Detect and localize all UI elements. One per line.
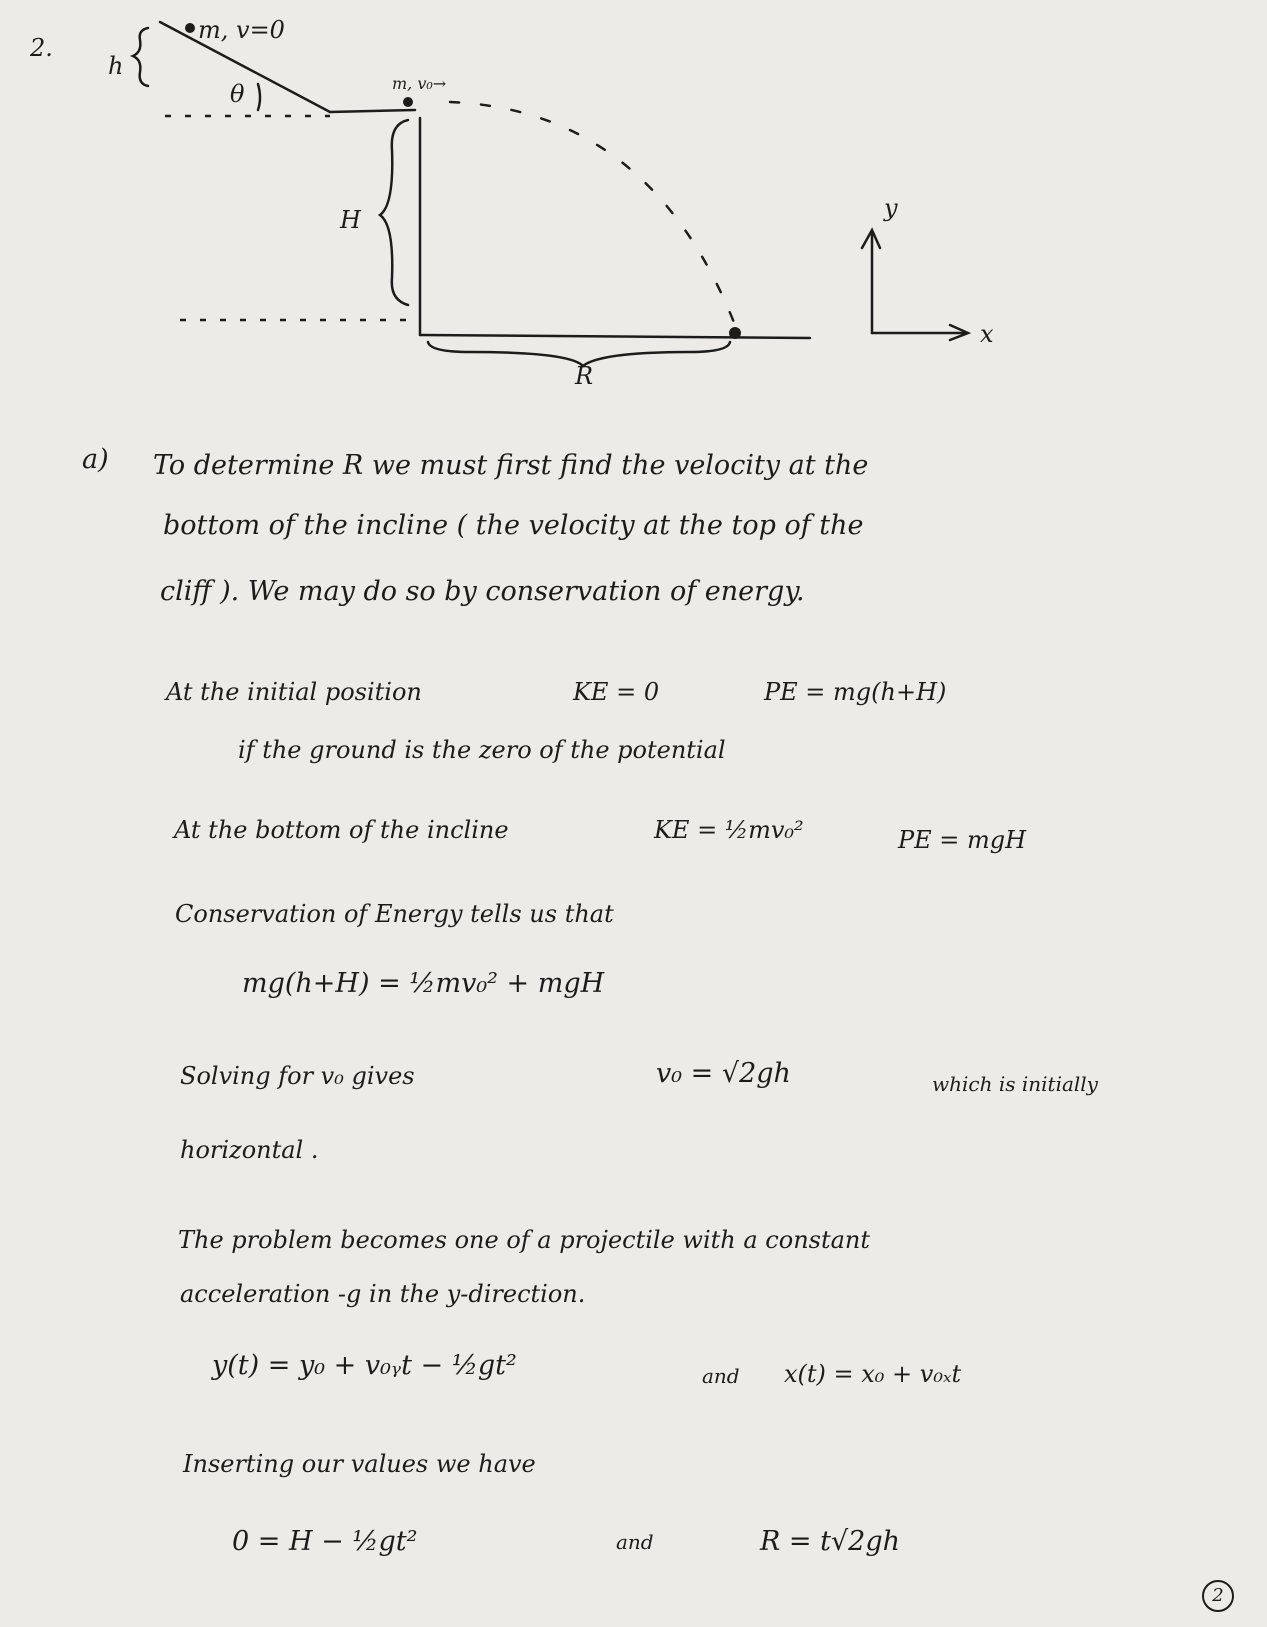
label-H: H [340,206,361,234]
initial-pe: PE = mg(h+H) [764,678,947,706]
label-h: h [108,52,124,80]
equation-x: x(t) = x₀ + v₀ₓt [784,1360,962,1388]
intro-line-2: bottom of the incline ( the velocity at the top of the [163,510,864,541]
landing-dot [729,327,741,339]
page-number: 2 [1202,1580,1234,1612]
mass-top-dot [185,23,195,33]
conservation-eq: mg(h+H) = ½mv₀² + mgH [242,968,605,999]
solving-note: which is initially [932,1072,1098,1096]
equation-and: and [702,1364,740,1388]
axis-x-label: x [980,320,994,348]
bottom-pe: PE = mgH [898,826,1027,854]
label-edge-mass: m, v₀→ [392,74,447,93]
equation-y: y(t) = y₀ + v₀ᵧt − ½gt² [212,1350,517,1381]
inserting-text: Inserting our values we have [183,1450,536,1478]
initial-label: At the initial position [166,678,422,706]
final-and: and [616,1530,654,1554]
mass-edge-dot [403,97,413,107]
label-top-mass: m, v=0 [198,16,285,44]
part-a-label: a) [82,444,109,475]
ground-line [420,335,810,338]
solving-note-2: horizontal . [180,1136,319,1164]
cliff-top-line [330,110,415,112]
intro-line-1: To determine R we must first find the velocity at the [153,450,869,481]
initial-ke: KE = 0 [573,678,660,706]
label-theta: θ [230,80,245,108]
initial-note: if the ground is the zero of the potential [238,736,726,764]
projectile-line-1: The problem becomes one of a projectile with a constant [178,1226,871,1254]
theta-arc [258,84,260,110]
trajectory-dashes [450,102,735,325]
bottom-label: At the bottom of the incline [174,816,509,844]
label-R: R [575,362,594,390]
bottom-ke: KE = ½mv₀² [654,816,804,844]
projectile-diagram [0,0,1267,420]
final-equation-2: R = t√2gh [760,1526,901,1557]
final-equation-1: 0 = H − ½gt² [232,1526,418,1557]
projectile-line-2: acceleration -g in the y-direction. [180,1280,586,1308]
intro-line-3: cliff ). We may do so by conservation of energy. [160,576,805,607]
solving-result: v₀ = √2gh [656,1058,791,1089]
solving-text: Solving for v₀ gives [180,1062,415,1090]
axis-y-label: y [884,194,898,222]
problem-number: 2. [30,34,53,62]
conservation-text: Conservation of Energy tells us that [175,900,614,928]
h-brace [133,28,148,86]
H-brace [380,120,408,305]
